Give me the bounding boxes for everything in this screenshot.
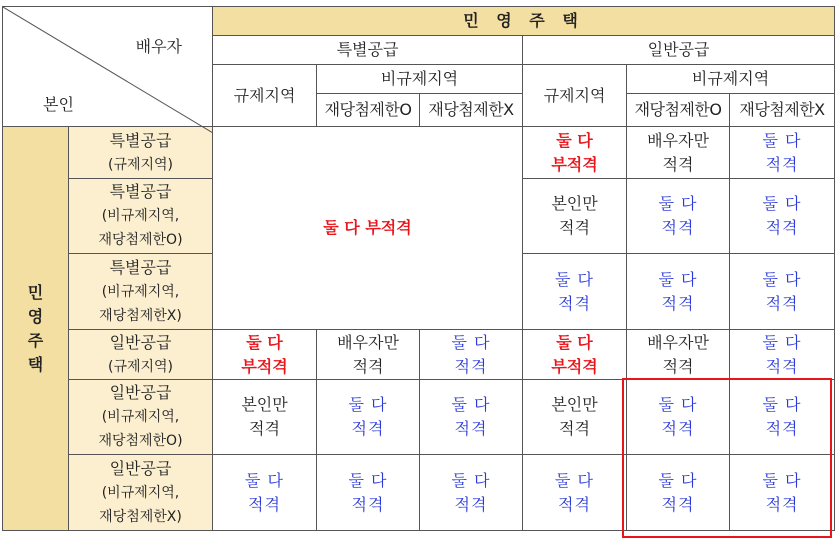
cell-text: 둘 다 <box>556 332 593 352</box>
cell-both-eligible <box>420 380 523 455</box>
cell-both-eligible <box>317 380 420 455</box>
cell-text: 배우자만 <box>647 130 709 150</box>
cell-both-ineligible <box>523 127 627 179</box>
cell-spouse-only <box>627 127 730 179</box>
row-label-sub: (비규제지역, <box>101 409 180 425</box>
side-char: 민 <box>27 282 44 302</box>
cell-text: 둘 다 <box>245 470 284 490</box>
row-label-sub: (규제지역) <box>107 156 174 173</box>
cell-self-only <box>523 179 627 254</box>
cell-both-ineligible <box>523 330 627 380</box>
cell-both-eligible <box>213 455 317 531</box>
cell-text: 둘 다 <box>762 470 802 490</box>
cell-text: 적격 <box>352 356 384 376</box>
cell-text: 적격 <box>662 356 694 376</box>
col-header-general: 일반공급 <box>523 36 835 65</box>
cell-both-eligible <box>420 330 523 380</box>
cell-text: 둘 다 <box>555 470 594 490</box>
cell-self-only <box>213 380 317 455</box>
cell-text: 적격 <box>765 154 799 174</box>
row-label-sub: 재당첨제한O) <box>98 232 183 248</box>
cell-text: 배우자만 <box>337 332 399 352</box>
merged-cell-both-ineligible: 둘 다 부적격 <box>213 127 523 330</box>
row-label-title: 일반공급 <box>109 458 172 478</box>
col-header-general-nonregulated: 비규제지역 <box>627 65 835 94</box>
cell-text: 본인만 <box>551 194 598 213</box>
cell-both-eligible <box>317 455 420 531</box>
row-label-general-nonreg-limit-x <box>69 455 213 531</box>
cell-text: 둘 다 <box>451 395 491 414</box>
row-label-special-nonreg-limit-x <box>69 254 213 330</box>
spouse-axis-label: 배우자 <box>135 37 182 56</box>
cell-text: 적격 <box>662 154 694 174</box>
self-axis-label: 본인 <box>43 95 74 114</box>
row-label-special-regulated <box>69 127 213 179</box>
cell-text: 본인만 <box>241 395 288 414</box>
cell-both-eligible <box>730 380 835 455</box>
cell-text: 둘 다 <box>348 395 388 414</box>
row-label-title: 일반공급 <box>109 332 172 352</box>
cell-text: 적격 <box>558 494 591 514</box>
cell-text: 둘 다 <box>658 395 698 414</box>
cell-both-eligible <box>523 254 627 330</box>
cell-text: 적격 <box>661 218 695 237</box>
row-label-general-regulated <box>69 330 213 380</box>
cell-text: 적격 <box>765 293 799 313</box>
cell-text: 둘 다 <box>762 130 802 150</box>
cell-text: 적격 <box>661 293 695 313</box>
col-header-special-nonregulated: 비규제지역 <box>317 65 523 94</box>
cell-both-ineligible <box>213 330 317 380</box>
cell-text: 둘 다 <box>762 194 802 213</box>
row-label-title: 일반공급 <box>109 383 172 402</box>
row-label-title: 특별공급 <box>109 182 172 201</box>
cell-self-only <box>523 380 627 455</box>
side-char: 영 <box>27 306 44 326</box>
row-label-general-nonreg-limit-o <box>69 380 213 455</box>
cell-text: 둘 다 <box>658 194 698 213</box>
cell-both-eligible <box>523 455 627 531</box>
cell-text: 부적격 <box>551 154 598 174</box>
cell-text: 적격 <box>454 356 488 376</box>
row-label-title: 특별공급 <box>109 257 172 277</box>
cell-text: 적격 <box>765 419 799 438</box>
cell-both-eligible <box>730 127 835 179</box>
side-char: 주 <box>27 330 44 350</box>
cell-both-eligible <box>730 455 835 531</box>
row-label-sub: (비규제지역, <box>101 208 180 224</box>
cell-text: 적격 <box>248 494 281 514</box>
row-label-sub: (비규제지역, <box>101 283 180 300</box>
cell-text: 둘 다 <box>451 332 491 352</box>
cell-text: 둘 다 <box>762 395 802 414</box>
cell-both-eligible <box>730 179 835 254</box>
cell-text: 둘 다 <box>658 470 698 490</box>
cell-text: 적격 <box>351 419 385 438</box>
col-header-general-limit-x: 재당첨제한X <box>730 94 835 127</box>
cell-text: 적격 <box>765 356 799 376</box>
cell-text: 본인만 <box>551 395 598 414</box>
cell-text: 적격 <box>454 494 488 514</box>
row-label-sub: 재당첨제한X) <box>99 508 182 525</box>
row-label-sub: (규제지역) <box>107 358 174 375</box>
col-header-special-regulated: 규제지역 <box>213 65 317 127</box>
cell-text: 적격 <box>249 419 280 438</box>
cell-text: 적격 <box>351 494 385 514</box>
cell-both-eligible <box>627 380 730 455</box>
cell-both-eligible <box>420 455 523 531</box>
cell-text: 적격 <box>765 218 799 237</box>
cell-text: 적격 <box>765 494 799 514</box>
cell-text: 둘 다 <box>762 332 802 352</box>
cell-text: 둘 다 <box>555 269 594 289</box>
row-label-special-nonreg-limit-o <box>69 179 213 254</box>
cell-text: 적격 <box>661 419 695 438</box>
cell-text: 부적격 <box>241 356 288 376</box>
cell-text: 둘 다 <box>246 332 283 352</box>
col-header-special-limit-x: 재당첨제한X <box>420 94 523 127</box>
side-char: 택 <box>27 354 44 374</box>
cell-text: 둘 다 <box>451 470 491 490</box>
col-header-special-limit-o: 재당첨제한O <box>317 94 420 127</box>
cell-both-eligible <box>627 179 730 254</box>
corner-diagonal <box>3 7 213 133</box>
cell-text: 배우자만 <box>647 332 709 352</box>
cell-both-eligible <box>730 330 835 380</box>
col-header-private-housing: 민 영 주 택 <box>213 7 835 36</box>
col-header-general-limit-o: 재당첨제한O <box>627 94 730 127</box>
cell-text: 적격 <box>661 494 695 514</box>
cell-spouse-only <box>317 330 420 380</box>
corner-header <box>3 7 213 127</box>
cell-text: 둘 다 <box>762 269 802 289</box>
cell-both-eligible <box>730 254 835 330</box>
cell-text: 적격 <box>559 419 590 438</box>
cell-text: 적격 <box>558 293 591 313</box>
cell-both-eligible <box>627 455 730 531</box>
row-label-sub: 재당첨제한O) <box>98 433 183 449</box>
cell-text: 둘 다 <box>348 470 388 490</box>
cell-spouse-only <box>627 330 730 380</box>
row-label-sub: (비규제지역, <box>101 484 180 501</box>
side-header-private-housing <box>3 127 69 531</box>
cell-text: 둘 다 <box>658 269 698 289</box>
col-header-special: 특별공급 <box>213 36 523 65</box>
cell-text: 적격 <box>559 218 590 237</box>
cell-text: 부적격 <box>551 356 598 376</box>
cell-text: 적격 <box>454 419 488 438</box>
eligibility-table <box>2 6 835 531</box>
cell-text: 둘 다 <box>556 130 593 150</box>
col-header-general-regulated: 규제지역 <box>523 65 627 127</box>
cell-both-eligible <box>627 254 730 330</box>
row-label-title: 특별공급 <box>109 130 172 150</box>
row-label-sub: 재당첨제한X) <box>99 307 182 324</box>
